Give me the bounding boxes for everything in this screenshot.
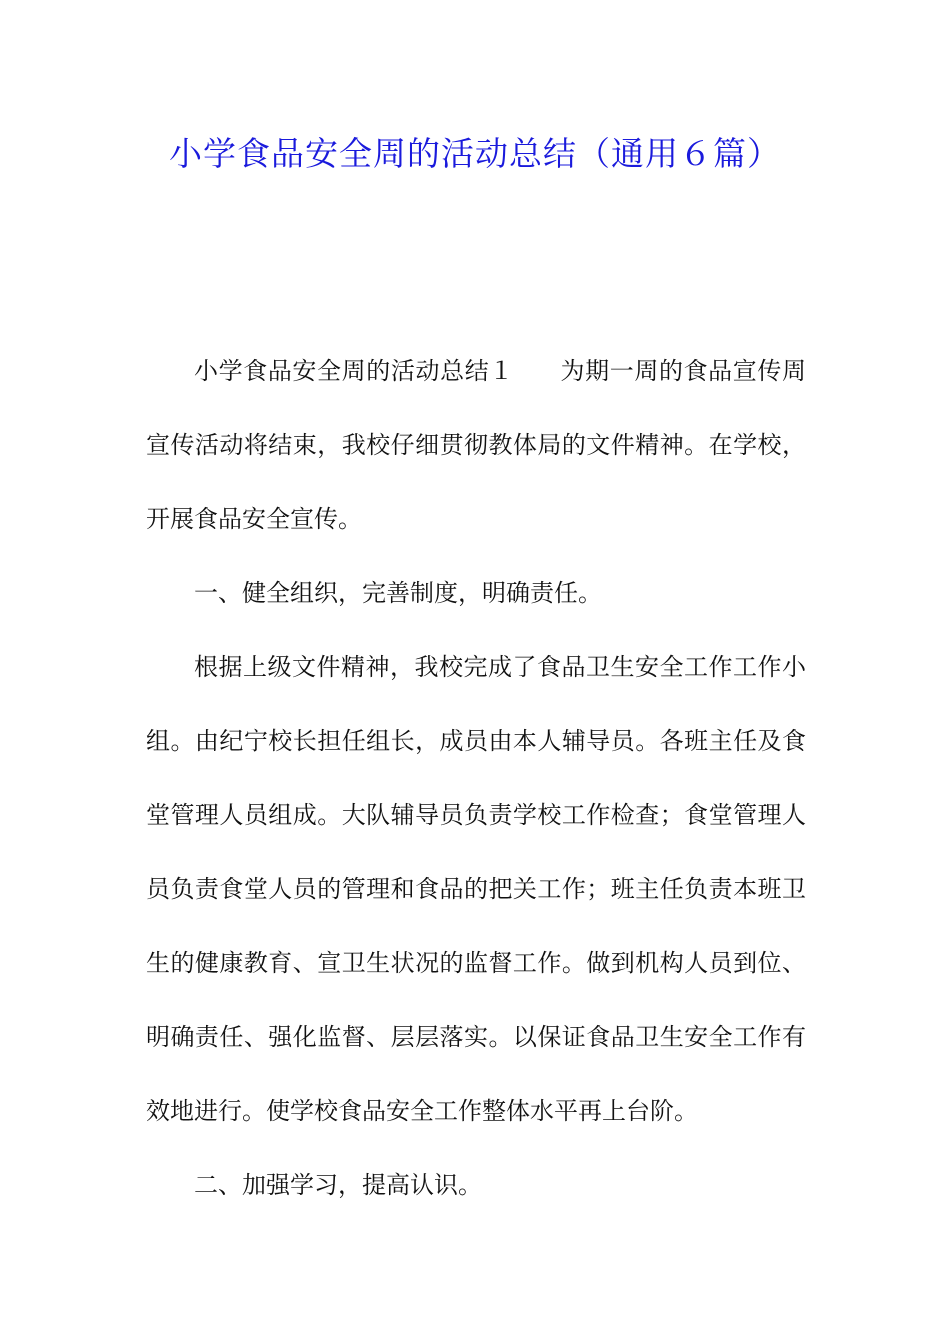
paragraph-1 — [146, 334, 806, 556]
paragraph-4: 二、加强学习，提高认识。 — [194, 1171, 482, 1199]
paragraph-3: 根据上级文件精神，我校完成了食品卫生安全工作工作小组。由纪宁校长担任组长，成员由本人辅导员。各班主任及食堂管理人员组成。大队辅导员负责学校工作检查；食堂管理人员负责食堂人员的管理和食品的把关工作；班主任负责本班卫生的健康教育、宣卫生状况的监督工作。做到机构人员到位、明确责任、强化监督、层层落实。以保证食品卫生安全工作有效地进行。使学校食品安全工作整体水平再上台阶。 — [146, 653, 806, 1125]
document-title: 小学食品安全周的活动总结（通用６篇） — [169, 134, 781, 173]
paragraph-1-lead: 小学食品安全周的活动总结１ — [194, 357, 514, 385]
paragraph-2: 一、健全组织，完善制度，明确责任。 — [194, 579, 602, 607]
paragraph-1-text: 为期一周的食品宣传周宣传活动将结束，我校仔细贯彻教体局的文件精神。在学校，开展食品安全宣传。 — [146, 357, 807, 533]
document-body — [146, 334, 806, 1222]
